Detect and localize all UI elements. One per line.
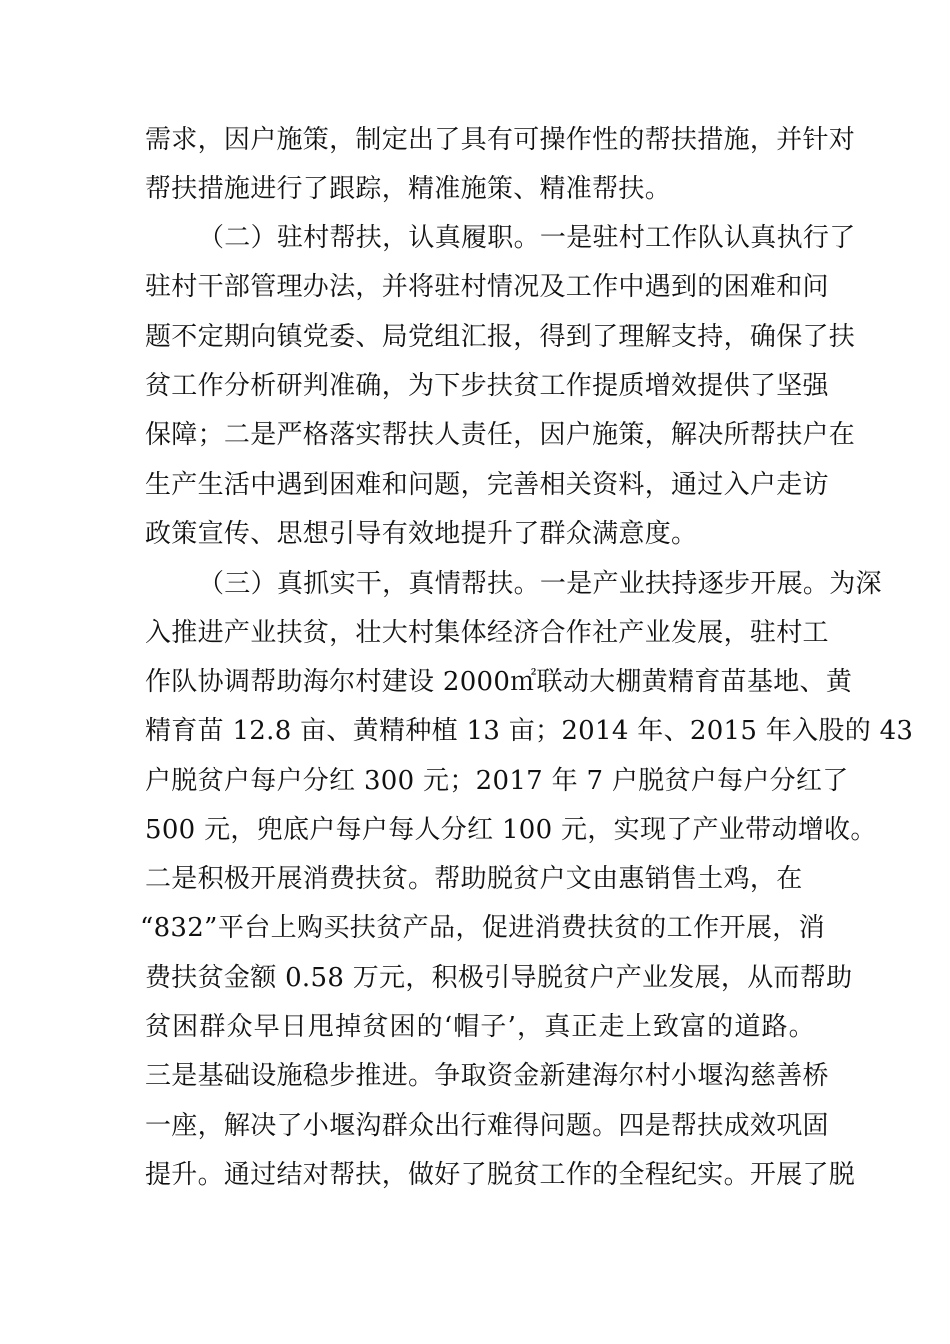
text-line: 二是积极开展消费扶贫。帮助脱贫户文由惠销售土鸡，在 <box>145 864 803 894</box>
text-line: 500 元，兜底户每户每人分红 100 元，实现了产业带动增收。 <box>145 815 877 845</box>
text-line: 精育苗 12.8 亩、黄精种植 13 亩；2014 年、2015 年入股的 43 <box>145 716 914 746</box>
text-line: 贫困群众早日甩掉贫困的‘帽子’，真正走上致富的道路。 <box>145 1012 815 1042</box>
text-line: 作队协调帮助海尔村建设 2000㎡联动大棚黄精育苗基地、黄 <box>145 667 853 697</box>
text-line: 保障；二是严格落实帮扶人责任，因户施策，解决所帮扶户在 <box>145 420 856 450</box>
text-line: 生产生活中遇到困难和问题，完善相关资料，通过入户走访 <box>145 470 829 500</box>
paragraph-2-first-line: （二）驻村帮扶，认真履职。一是驻村工作队认真执行了 <box>198 223 856 253</box>
text-line: 政策宣传、思想引导有效地提升了群众满意度。 <box>145 519 698 549</box>
text-line: 题不定期向镇党委、局党组汇报，得到了理解支持，确保了扶 <box>145 322 856 352</box>
text-line: 费扶贫金额 0.58 万元，积极引导脱贫户产业发展，从而帮助 <box>145 963 853 993</box>
text-line: 帮扶措施进行了跟踪，精准施策、精准帮扶。 <box>145 174 672 204</box>
text-line: “832”平台上购买扶贫产品，促进消费扶贫的工作开展，消 <box>140 913 825 943</box>
text-line: 三是基础设施稳步推进。争取资金新建海尔村小堰沟慈善桥 <box>145 1061 829 1091</box>
text-line: 入推进产业扶贫，壮大村集体经济合作社产业发展，驻村工 <box>145 618 829 648</box>
text-line: 提升。通过结对帮扶，做好了脱贫工作的全程纪实。开展了脱 <box>145 1160 856 1190</box>
paragraph-3-first-line: （三）真抓实干，真情帮扶。一是产业扶持逐步开展。为深 <box>198 569 882 599</box>
text-line: 一座，解决了小堰沟群众出行难得问题。四是帮扶成效巩固 <box>145 1111 829 1141</box>
text-line: 驻村干部管理办法，并将驻村情况及工作中遇到的困难和问 <box>145 272 829 302</box>
text-line: 贫工作分析研判准确，为下步扶贫工作提质增效提供了坚强 <box>145 371 829 401</box>
text-line: 需求，因户施策，制定出了具有可操作性的帮扶措施，并针对 <box>145 125 856 155</box>
text-line: 户脱贫户每户分红 300 元；2017 年 7 户脱贫户每户分红了 <box>145 766 849 796</box>
